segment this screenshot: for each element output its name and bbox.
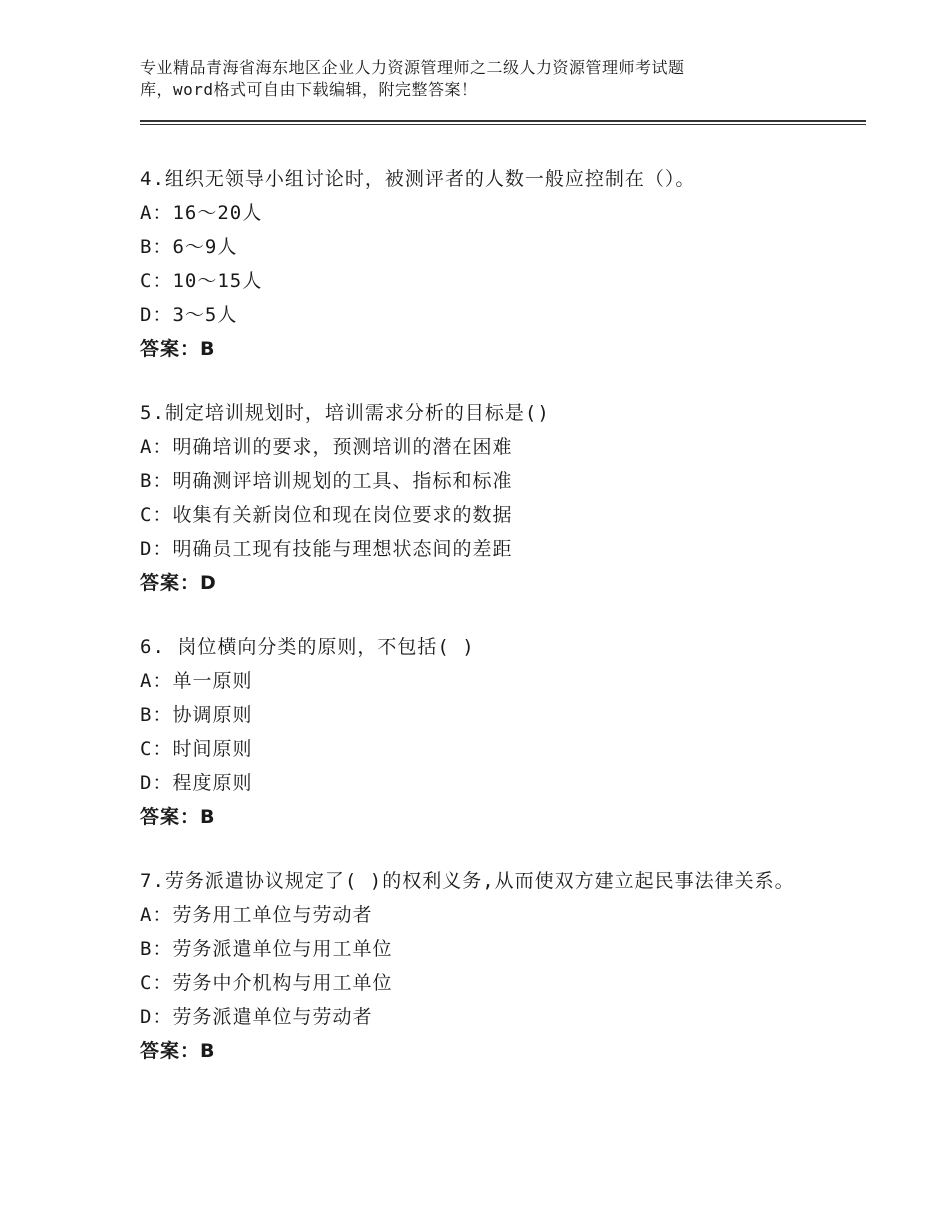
question-item — [140, 630, 830, 834]
option-b: B：劳务派遣单位与用工单位 — [140, 938, 393, 960]
header-divider-thick — [140, 120, 866, 122]
option-b: B：明确测评培训规划的工具、指标和标准 — [140, 470, 513, 492]
question-item — [140, 864, 830, 1068]
option-b: B：协调原则 — [140, 704, 253, 726]
header-line-1: 专业精品青海省海东地区企业人力资源管理师之二级人力资源管理师考试题 — [140, 58, 685, 77]
option-a: A：劳务用工单位与劳动者 — [140, 904, 373, 926]
option-a: A：16～20人 — [140, 202, 263, 224]
option-b: B：6～9人 — [140, 236, 238, 258]
question-stem: 5.制定培训规划时，培训需求分析的目标是() — [140, 402, 550, 424]
question-list — [140, 162, 830, 1098]
option-d: D：劳务派遣单位与劳动者 — [140, 1006, 373, 1028]
option-a: A：单一原则 — [140, 670, 253, 692]
option-d: D：3～5人 — [140, 304, 238, 326]
header-divider-thin — [140, 124, 866, 125]
option-d: D：程度原则 — [140, 772, 253, 794]
document-header — [140, 57, 780, 101]
answer-line: 答案：B — [140, 338, 216, 360]
option-c: C：收集有关新岗位和现在岗位要求的数据 — [140, 504, 513, 526]
question-stem: 6. 岗位横向分类的原则，不包括( ) — [140, 636, 475, 658]
option-c: C：10～15人 — [140, 270, 263, 292]
question-item — [140, 396, 830, 600]
answer-line: 答案：B — [140, 1040, 216, 1062]
question-item — [140, 162, 830, 366]
option-c: C：劳务中介机构与用工单位 — [140, 972, 393, 994]
answer-line: 答案：D — [140, 572, 217, 594]
option-d: D：明确员工现有技能与理想状态间的差距 — [140, 538, 513, 560]
header-line-2: 库，word格式可自由下载编辑，附完整答案！ — [140, 80, 478, 99]
answer-line: 答案：B — [140, 806, 216, 828]
question-stem: 4.组织无领导小组讨论时，被测评者的人数一般应控制在（）。 — [140, 168, 696, 190]
option-a: A：明确培训的要求，预测培训的潜在困难 — [140, 436, 513, 458]
option-c: C：时间原则 — [140, 738, 253, 760]
question-stem: 7.劳务派遣协议规定了( )的权利义务,从而使双方建立起民事法律关系。 — [140, 870, 795, 892]
